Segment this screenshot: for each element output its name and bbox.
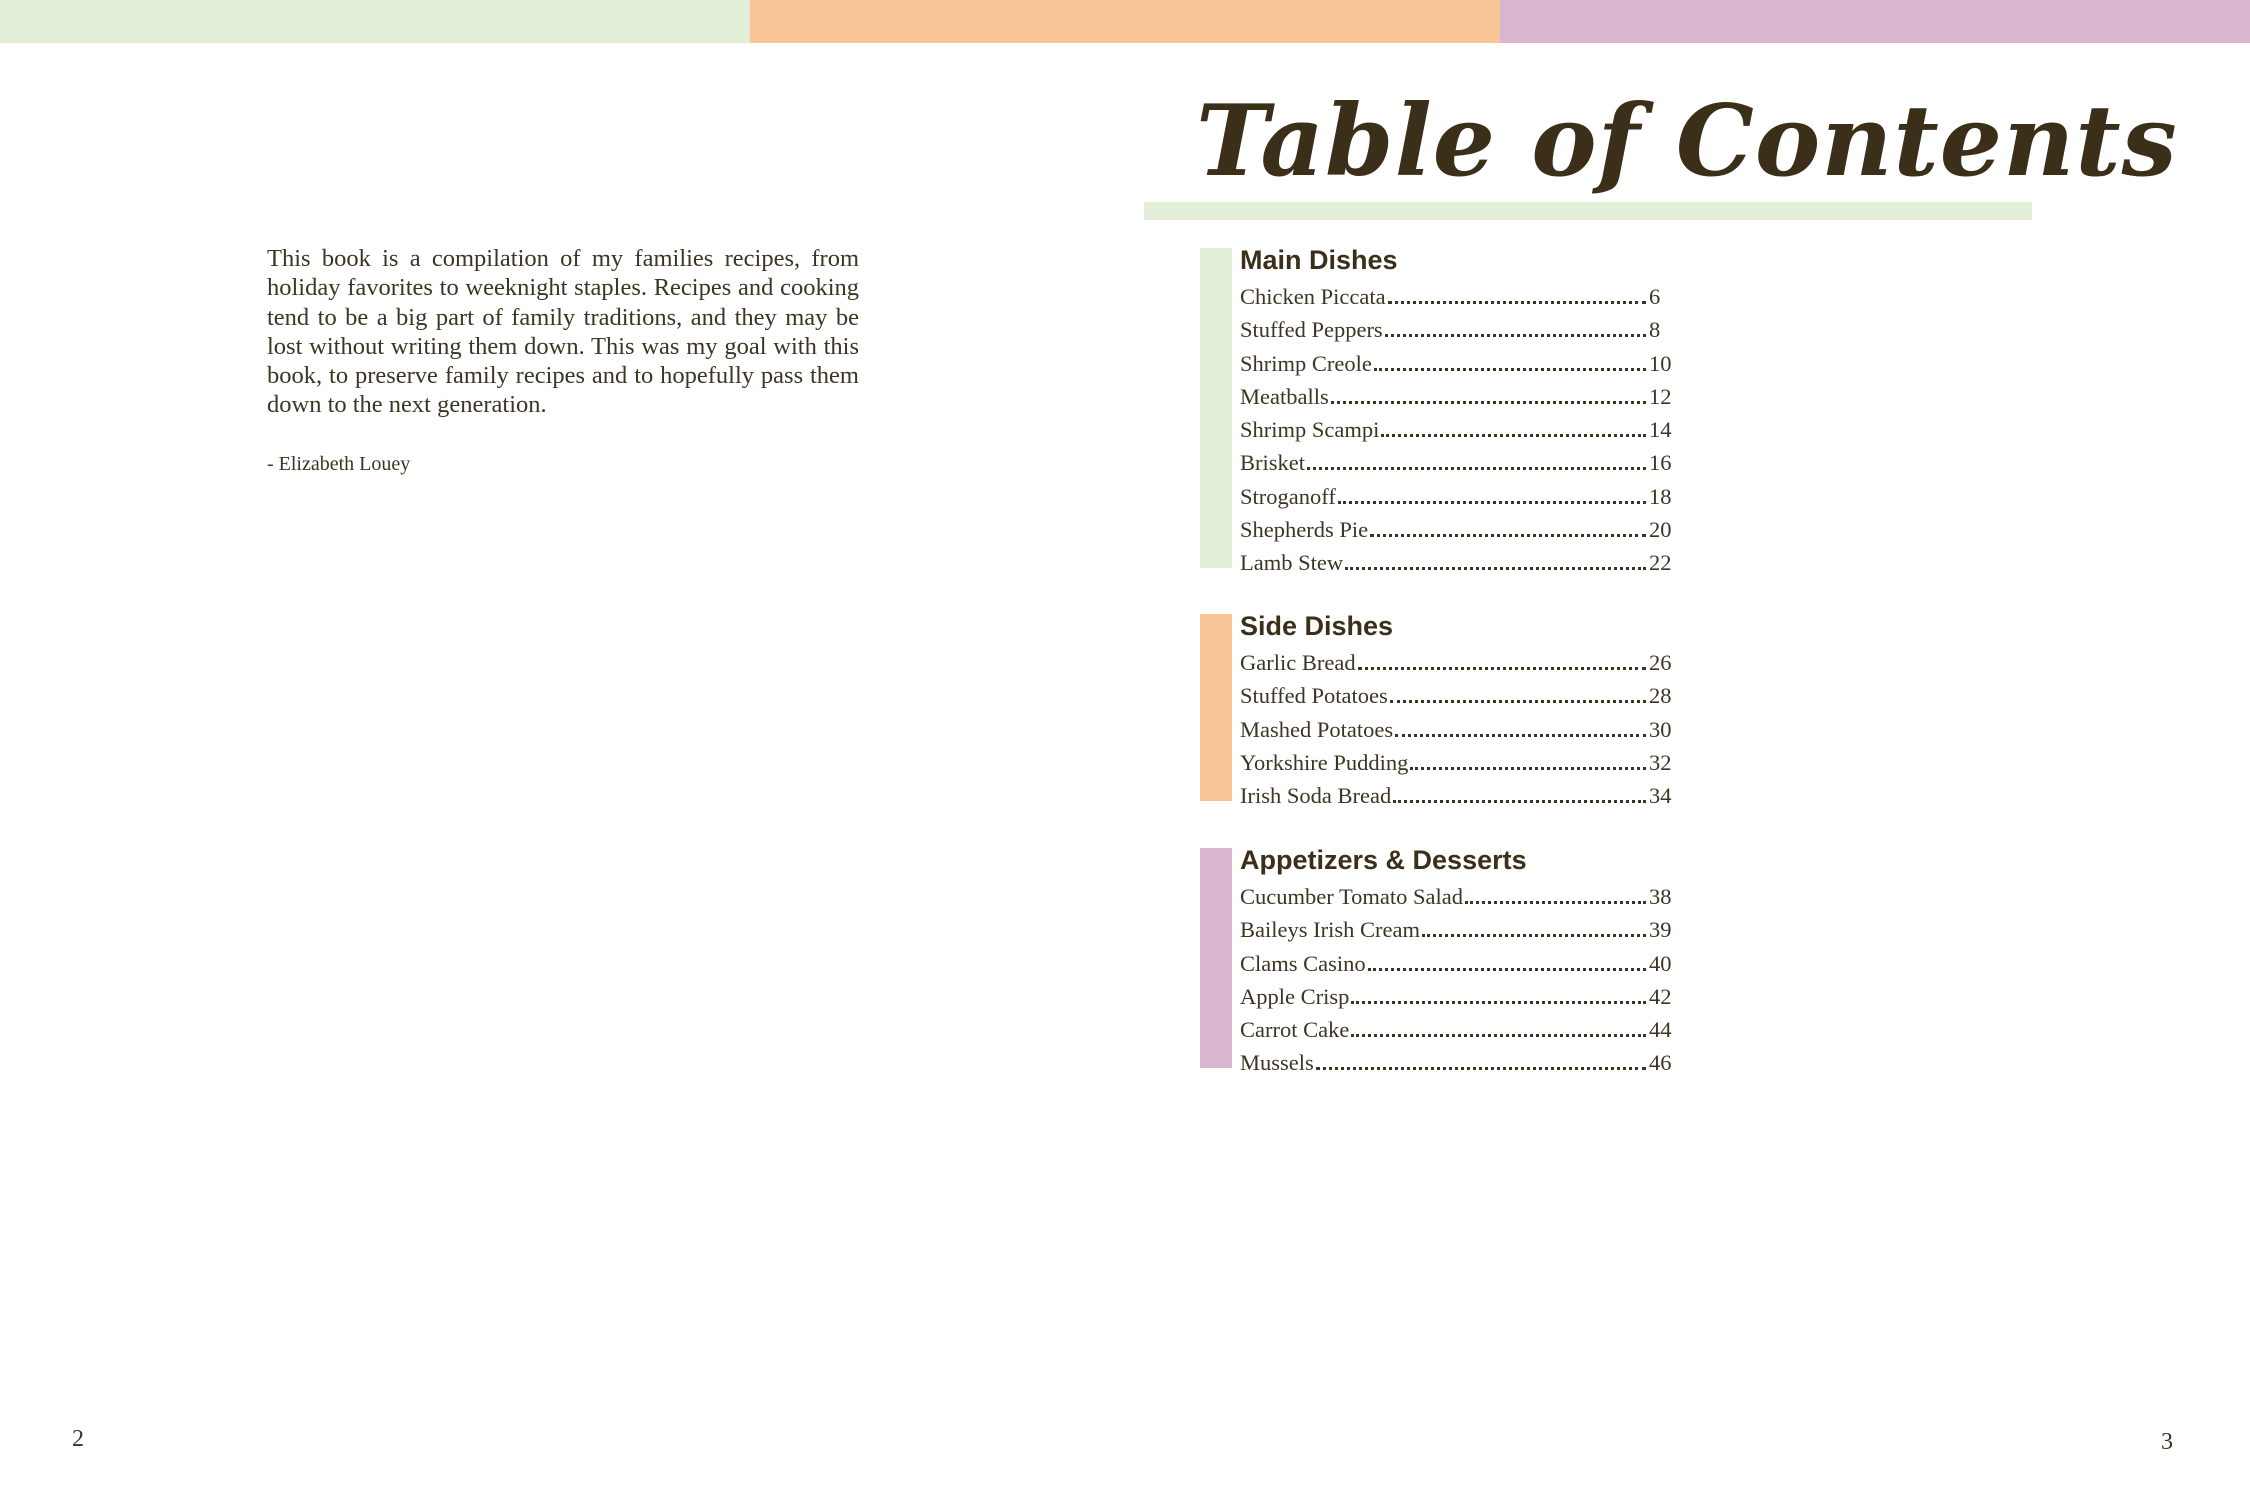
dot-leader [1368, 949, 1646, 971]
dot-leader [1358, 648, 1646, 670]
top-bar-green-segment [0, 0, 750, 43]
dot-leader [1395, 715, 1646, 737]
toc-entry-page-number: 6 [1649, 284, 1661, 309]
dot-leader [1374, 349, 1646, 371]
dot-leader [1345, 548, 1646, 570]
dot-leader [1410, 748, 1646, 770]
toc-entry-name: Shepherds Pie [1240, 517, 1369, 543]
toc-entry-name: Baileys Irish Cream [1240, 917, 1420, 943]
toc-entry-name: Shrimp Creole [1240, 350, 1372, 376]
intro-paragraph: This book is a compilation of my families recipes, from holiday favorites to weeknight staples. Recipes and cooking tend to be a big part of family traditions, and they may be lost without writing them down. This was my goal with this book, to preserve family recipes and to hopefully pass them down to the next generation. [267, 245, 859, 419]
toc-entry [1240, 1048, 1674, 1081]
toc-entry [1240, 949, 1674, 982]
toc-entry-page-number: 12 [1649, 383, 1672, 409]
toc-entry-page-number: 32 [1649, 749, 1672, 775]
dot-leader [1465, 882, 1646, 904]
toc-entry [1240, 349, 1674, 382]
dot-leader [1307, 448, 1646, 470]
toc-entry [1240, 548, 1674, 581]
toc-entry [1240, 448, 1674, 481]
toc-list [1240, 882, 1674, 1082]
toc-entry-name: Carrot Cake [1240, 1017, 1350, 1043]
toc-entry-page-number: 18 [1649, 483, 1672, 509]
dot-leader [1381, 415, 1646, 437]
toc-entry-page-number: 39 [1649, 917, 1672, 943]
toc-entry-name: Garlic Bread [1240, 650, 1356, 675]
toc-entry [1240, 781, 1674, 814]
toc-entry [1240, 315, 1674, 348]
toc-entry-name: Stuffed Peppers [1240, 317, 1383, 343]
toc-entry-name: Stroganoff [1240, 483, 1336, 509]
title-underline [1144, 202, 2032, 220]
dot-leader [1385, 315, 1646, 337]
toc-entry-name: Cucumber Tomato Salad [1240, 884, 1463, 909]
toc-entry-page-number: 44 [1649, 1017, 1672, 1043]
page-number-right: 3 [2161, 1429, 2173, 1455]
dot-leader [1393, 781, 1646, 803]
toc-entry [1240, 515, 1674, 548]
section-color-stripe [1200, 248, 1232, 568]
top-color-bar [0, 0, 2250, 43]
author-signature: - Elizabeth Louey [267, 453, 411, 475]
toc-entry [1240, 915, 1674, 948]
toc-entry-name: Yorkshire Pudding [1240, 749, 1409, 775]
toc-entry-page-number: 14 [1649, 417, 1672, 443]
section-heading: Main Dishes [1240, 245, 1398, 275]
toc-entry [1240, 715, 1674, 748]
toc-entry [1240, 681, 1674, 714]
toc-entry [1240, 982, 1674, 1015]
dot-leader [1390, 681, 1646, 703]
toc-entry-name: Brisket [1240, 450, 1305, 476]
section-color-stripe [1200, 848, 1232, 1068]
toc-entry-page-number: 16 [1649, 450, 1672, 476]
toc-entry-page-number: 42 [1649, 983, 1672, 1009]
toc-entry-name: Irish Soda Bread [1240, 783, 1392, 809]
toc-entry-page-number: 30 [1649, 716, 1672, 742]
toc-entry-name: Shrimp Scampi [1240, 417, 1380, 443]
top-bar-orange-segment [750, 0, 1500, 43]
toc-entry-name: Apple Crisp [1240, 983, 1350, 1009]
section-color-stripe [1200, 614, 1232, 801]
dot-leader [1388, 282, 1646, 304]
dot-leader [1331, 382, 1646, 404]
section-heading: Side Dishes [1240, 611, 1394, 641]
toc-entry [1240, 282, 1674, 315]
page-number-left: 2 [72, 1426, 84, 1452]
toc-entry [1240, 482, 1674, 515]
toc-entry-page-number: 28 [1649, 683, 1672, 709]
toc-entry-name: Stuffed Potatoes [1240, 683, 1388, 709]
toc-entry-page-number: 22 [1649, 550, 1672, 576]
toc-entry-page-number: 26 [1649, 650, 1672, 675]
dot-leader [1316, 1048, 1646, 1070]
toc-title: Table of Contents [1196, 84, 2178, 199]
section-heading: Appetizers & Desserts [1240, 845, 1527, 875]
toc-entry [1240, 648, 1674, 681]
toc-entry [1240, 882, 1674, 915]
toc-entry-name: Mussels [1240, 1050, 1314, 1076]
toc-entry-page-number: 46 [1649, 1050, 1672, 1076]
dot-leader [1338, 482, 1646, 504]
toc-entry-name: Meatballs [1240, 383, 1329, 409]
toc-entry-page-number: 34 [1649, 783, 1672, 809]
toc-entry [1240, 382, 1674, 415]
top-bar-purple-segment [1500, 0, 2250, 43]
toc-entry-page-number: 20 [1649, 517, 1672, 543]
dot-leader [1351, 982, 1646, 1004]
toc-entry-page-number: 40 [1649, 950, 1672, 976]
toc-entry-name: Mashed Potatoes [1240, 716, 1394, 742]
dot-leader [1370, 515, 1646, 537]
dot-leader [1351, 1015, 1646, 1037]
toc-entry-page-number: 8 [1649, 317, 1661, 343]
toc-entry [1240, 415, 1674, 448]
toc-list [1240, 282, 1674, 582]
toc-entry-page-number: 10 [1649, 350, 1672, 376]
toc-list [1240, 648, 1674, 814]
toc-entry-name: Chicken Piccata [1240, 284, 1386, 309]
toc-entry [1240, 1015, 1674, 1048]
toc-entry-name: Clams Casino [1240, 950, 1366, 976]
toc-entry [1240, 748, 1674, 781]
toc-entry-page-number: 38 [1649, 884, 1672, 909]
dot-leader [1422, 915, 1646, 937]
toc-entry-name: Lamb Stew [1240, 550, 1344, 576]
